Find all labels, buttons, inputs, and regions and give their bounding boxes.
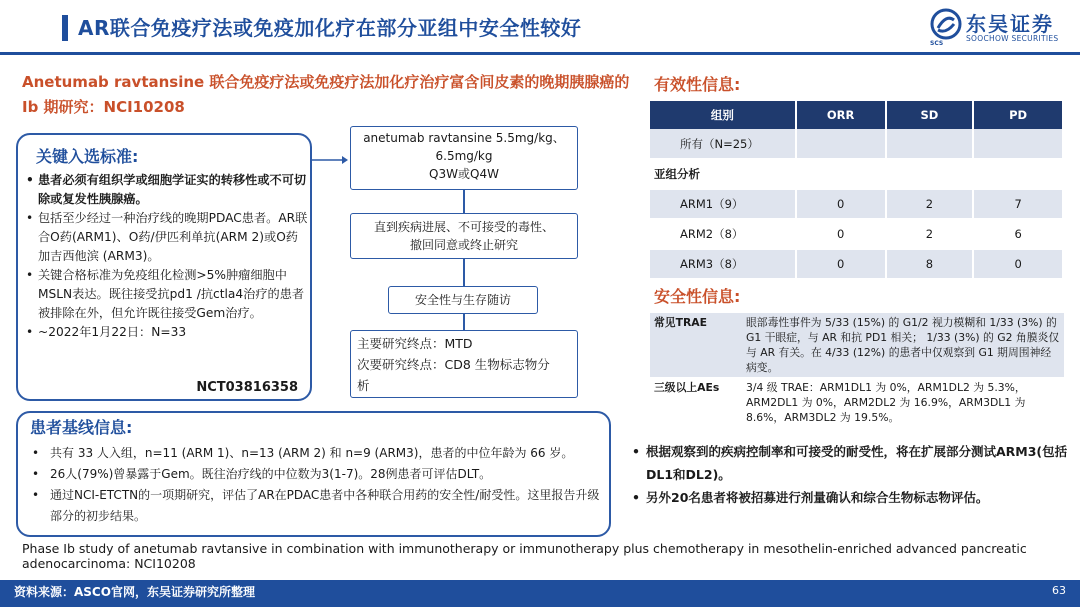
sd-cell (886, 129, 974, 159)
endpoint-line: 析 (357, 378, 370, 393)
orr-cell (796, 129, 886, 159)
brand-name-en: SOOCHOW SECURITIES (966, 34, 1059, 43)
brand-logo (930, 8, 1070, 48)
page-number: 63 (1052, 584, 1066, 597)
brand-logo-icon (930, 8, 962, 40)
safety-value: 眼部毒性事件为 5/33 (15%) 的 G1/2 视力模糊和 1/33 (3%) 的 G1 干眼症，与 AR 和抗 PD1 相关； 1/33 (3%) 的 G2 角膜炎仅与 AR 有关。在 4/33 (12%) 的患者中仅观察到 G1 期周围神经病变。 (742, 313, 1064, 378)
source-note: 资料来源：ASCO官网，东吴证券研究所整理 (14, 585, 255, 599)
inclusion-title: 关键入选标准: (36, 147, 139, 166)
row-label: 亚组分析 (650, 159, 796, 189)
flow-duration-box (350, 213, 578, 259)
header-divider (0, 52, 1080, 55)
baseline-title: 患者基线信息: (30, 418, 133, 437)
table-row (650, 129, 1063, 159)
flow-dosing-line: 6.5mg/kg (435, 149, 493, 163)
baseline-list (28, 443, 603, 527)
orr-cell: 0 (796, 219, 886, 249)
table-row (650, 378, 1064, 432)
flow-connector (463, 259, 465, 286)
study-description: Phase Ib study of anetumab ravtansive in combination with immunotherapy or immunotherapy plus chemotherapy in mesothelin-enriched advanced pancreatic adenocarcinoma: NCI10208 (22, 541, 1027, 571)
orr-cell: 0 (796, 189, 886, 219)
page-title: AR联合免疫疗法或免疫加化疗在部分亚组中安全性较好 (78, 16, 582, 40)
sd-cell: 2 (886, 219, 974, 249)
safety-key: 三级以上AEs (650, 378, 742, 432)
footer-bar (0, 580, 1080, 607)
flow-dosing-box (350, 126, 578, 190)
sd-cell (886, 159, 974, 189)
endpoint-line: 次要研究终点：CD8 生物标志物分 (357, 357, 550, 372)
column-header: ORR (796, 101, 886, 129)
flow-duration-line: 撤回同意或终止研究 (409, 238, 518, 252)
pd-cell (973, 129, 1063, 159)
table-row (650, 189, 1063, 219)
sd-cell: 2 (886, 189, 974, 219)
table-row (650, 249, 1063, 279)
row-label: 所有（N=25） (650, 129, 796, 159)
row-label: ARM3（8） (650, 249, 796, 279)
pd-cell (973, 159, 1063, 189)
conclusions-list (632, 440, 1072, 509)
safety-value: 3/4 级 TRAE：ARM1DL1 为 0%，ARM1DL2 为 5.3%，ARM2DL1 为 0%，ARM2DL2 为 16.9%，ARM3DL1 为 8.6%，ARM3DL2 为 19.5%。 (742, 378, 1064, 432)
column-header: PD (973, 101, 1063, 129)
study-title: Anetumab ravtansine 联合免疫疗法或免疫疗法加化疗治疗富含间皮素的晚期胰腺癌的 Ib 期研究：NCI10208 (22, 73, 630, 116)
baseline-item: • 通过NCI-ETCTN的一项期研究，评估了AR在PDAC患者中各种联合用药的安全性/耐受性。这里报告升级部分的初步结果。 (28, 485, 603, 527)
efficacy-heading: 有效性信息: (654, 75, 741, 94)
inclusion-item: • 关键合格标准为免疫组化检测>5%肿瘤细胞中MSLN表达。既往接受抗pd1 /抗ctla4治疗的患者被排除在外，但允许既往接受Gem治疗。 (26, 266, 308, 323)
table-header-row (650, 101, 1063, 129)
flow-endpoints-box (350, 330, 578, 398)
inclusion-list (26, 171, 308, 342)
brand-mark-text: SCS (930, 40, 944, 47)
column-header: 组别 (650, 101, 796, 129)
orr-cell (796, 159, 886, 189)
inclusion-criteria-box (16, 133, 312, 401)
conclusion-item: • 另外20名患者将被招募进行剂量确认和综合生物标志物评估。 (632, 486, 1072, 509)
nct-number: NCT03816358 (196, 380, 298, 395)
orr-cell: 0 (796, 249, 886, 279)
title-accent-bar (62, 15, 68, 41)
flow-dosing-line: anetumab ravtansine 5.5mg/kg、 (363, 131, 565, 145)
inclusion-item: • ~2022年1月22日：N=33 (26, 323, 308, 342)
brand-name-cn: 东吴证券 (966, 12, 1054, 36)
sd-cell: 8 (886, 249, 974, 279)
safety-key: 常见TRAE (650, 313, 742, 378)
flow-followup-box: 安全性与生存随访 (388, 286, 538, 314)
flow-connector (463, 190, 465, 213)
baseline-item: • 26人(79%)曾暴露于Gem。既往治疗线的中位数为3(1-7)。28例患者可评估DLT。 (28, 464, 603, 485)
baseline-info-box (16, 411, 611, 537)
pd-cell: 6 (973, 219, 1063, 249)
efficacy-table (650, 101, 1064, 280)
safety-table (650, 313, 1064, 432)
pd-cell: 0 (973, 249, 1063, 279)
table-row (650, 313, 1064, 378)
flow-connector (463, 314, 465, 330)
baseline-item: • 共有 33 人入组，n=11 (ARM 1)、n=13 (ARM 2) 和 n=9 (ARM3)，患者的中位年龄为 66 岁。 (28, 443, 603, 464)
flow-duration-line: 直到疾病进展、不可接受的毒性、 (373, 220, 554, 234)
table-row (650, 159, 1063, 189)
column-header: SD (886, 101, 974, 129)
inclusion-item: • 包括至少经过一种治疗线的晚期PDAC患者。AR联合O药(ARM1)、O药/伊匹利单抗(ARM 2)或O药加吉西他滨 (ARM3)。 (26, 209, 308, 266)
endpoint-line: 主要研究终点：MTD (357, 336, 473, 351)
flow-dosing-line: Q3W或Q4W (429, 167, 499, 181)
table-row (650, 219, 1063, 249)
safety-heading: 安全性信息: (654, 287, 741, 306)
pd-cell: 7 (973, 189, 1063, 219)
arrow-right-icon (312, 155, 348, 165)
row-label: ARM2（8） (650, 219, 796, 249)
conclusion-item: • 根据观察到的疾病控制率和可接受的耐受性，将在扩展部分测试ARM3(包括DL1和DL2)。 (632, 440, 1072, 486)
inclusion-item: • 患者必须有组织学或细胞学证实的转移性或不可切除或复发性胰腺癌。 (26, 171, 308, 209)
row-label: ARM1（9） (650, 189, 796, 219)
